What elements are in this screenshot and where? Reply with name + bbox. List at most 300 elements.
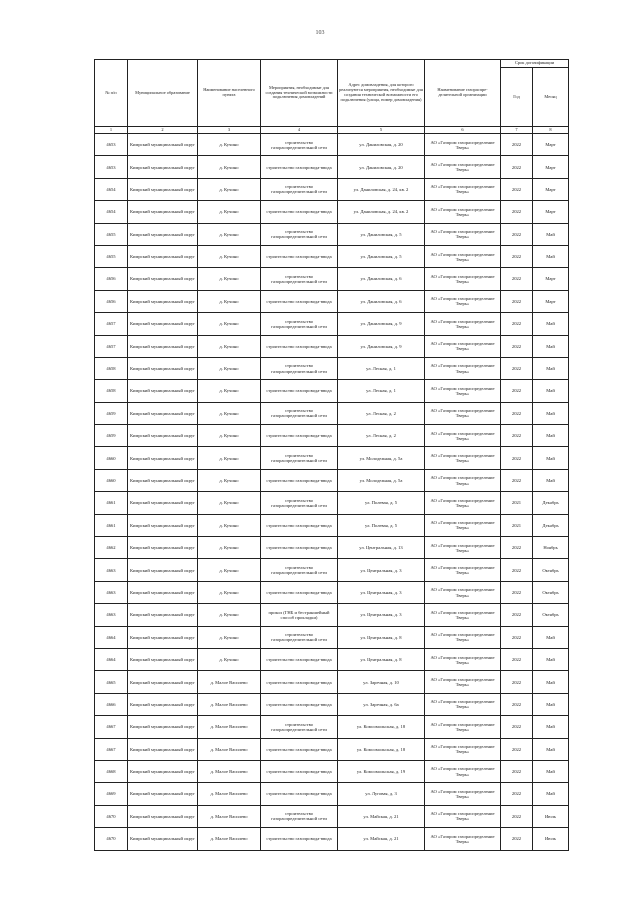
row-month: Ноябрь (533, 537, 569, 559)
row-activity: строительство газораспределительной сети (261, 134, 338, 156)
row-number: 4666 (95, 693, 128, 715)
row-number: 4654 (95, 178, 128, 200)
row-year: 2022 (501, 716, 533, 738)
row-month: Май (533, 693, 569, 715)
row-address: ул. Лесная, д. 2 (338, 425, 425, 447)
header-address: Адрес домовладения, для которого реализуются мероприятия, необходимые для создания технической возможности его подключения (улица, номер домовладения) (338, 60, 425, 127)
row-settlement: д. Кучино (198, 134, 261, 156)
row-year: 2022 (501, 425, 533, 447)
table-row (95, 559, 569, 581)
row-month: Октябрь (533, 581, 569, 603)
row-year: 2022 (501, 604, 533, 626)
row-year: 2022 (501, 357, 533, 379)
row-activity: строительство газопровода-ввода (261, 671, 338, 693)
table-row (95, 581, 569, 603)
row-month: Март (533, 178, 569, 200)
row-municipality: Кимрский муниципальный округ (128, 648, 198, 670)
table-row (95, 357, 569, 379)
row-activity: строительство газопровода-ввода (261, 581, 338, 603)
col-number: 8 (533, 127, 569, 134)
table-row (95, 604, 569, 626)
row-year: 2022 (501, 760, 533, 782)
row-year: 2022 (501, 828, 533, 850)
row-municipality: Кимрский муниципальный округ (128, 425, 198, 447)
row-municipality: Кимрский муниципальный округ (128, 716, 198, 738)
table-row (95, 537, 569, 559)
row-month: Май (533, 245, 569, 267)
gasification-table (94, 59, 569, 851)
row-number: 4667 (95, 738, 128, 760)
row-number: 4659 (95, 402, 128, 424)
row-number: 4663 (95, 604, 128, 626)
row-settlement: д. Кучино (198, 581, 261, 603)
row-settlement: д. Малое Василево (198, 805, 261, 827)
row-month: Май (533, 671, 569, 693)
row-activity: строительство газопровода-ввода (261, 469, 338, 491)
row-month: Май (533, 425, 569, 447)
row-month: Май (533, 313, 569, 335)
table-row (95, 469, 569, 491)
row-activity: строительство газопровода-ввода (261, 760, 338, 782)
table-row (95, 245, 569, 267)
row-activity: строительство газораспределительной сети (261, 402, 338, 424)
row-municipality: Кимрский муниципальный округ (128, 178, 198, 200)
row-org: АО «Газпром газораспределение Тверь» (425, 716, 501, 738)
row-municipality: Кимрский муниципальный округ (128, 134, 198, 156)
row-activity: строительство газораспределительной сети (261, 313, 338, 335)
row-municipality: Кимрский муниципальный округ (128, 805, 198, 827)
row-activity: строительство газораспределительной сети (261, 559, 338, 581)
row-settlement: д. Кучино (198, 469, 261, 491)
row-number: 4656 (95, 268, 128, 290)
row-month: Июль (533, 828, 569, 850)
table-row (95, 626, 569, 648)
row-municipality: Кимрский муниципальный округ (128, 828, 198, 850)
row-settlement: д. Кучино (198, 178, 261, 200)
table-row (95, 425, 569, 447)
row-year: 2022 (501, 290, 533, 312)
row-month: Май (533, 648, 569, 670)
row-year: 2022 (501, 783, 533, 805)
row-number: 4659 (95, 425, 128, 447)
table-row (95, 290, 569, 312)
row-month: Май (533, 357, 569, 379)
row-settlement: д. Кучино (198, 313, 261, 335)
row-settlement: д. Малое Василево (198, 783, 261, 805)
row-year: 2022 (501, 335, 533, 357)
row-settlement: д. Кучино (198, 648, 261, 670)
row-year: 2022 (501, 380, 533, 402)
row-year: 2022 (501, 559, 533, 581)
header-municipality: Муниципальное образование (128, 60, 198, 127)
row-year: 2022 (501, 134, 533, 156)
row-month: Декабрь (533, 514, 569, 536)
row-month: Май (533, 783, 569, 805)
row-settlement: д. Кучино (198, 335, 261, 357)
row-year: 2022 (501, 402, 533, 424)
row-org: АО «Газпром газораспределение Тверь» (425, 492, 501, 514)
row-number: 4660 (95, 469, 128, 491)
row-org: АО «Газпром газораспределение Тверь» (425, 559, 501, 581)
col-number: 2 (128, 127, 198, 134)
row-number: 4657 (95, 313, 128, 335)
row-municipality: Кимрский муниципальный округ (128, 783, 198, 805)
row-settlement: д. Кучино (198, 626, 261, 648)
row-org: АО «Газпром газораспределение Тверь» (425, 514, 501, 536)
row-month: Октябрь (533, 604, 569, 626)
row-activity: строительство газораспределительной сети (261, 268, 338, 290)
row-year: 2022 (501, 156, 533, 178)
row-municipality: Кимрский муниципальный округ (128, 201, 198, 223)
row-year: 2022 (501, 178, 533, 200)
row-address: ул. Центральная, д. 13 (338, 537, 425, 559)
header-row-numbers (95, 127, 569, 134)
col-number: 3 (198, 127, 261, 134)
header-settlement: Наименование населенного пункта (198, 60, 261, 127)
row-year: 2022 (501, 447, 533, 469)
row-municipality: Кимрский муниципальный округ (128, 581, 198, 603)
row-address: ул. Даниловская, д. 9 (338, 335, 425, 357)
row-org: АО «Газпром газораспределение Тверь» (425, 290, 501, 312)
row-org: АО «Газпром газораспределение Тверь» (425, 134, 501, 156)
row-number: 4662 (95, 537, 128, 559)
row-month: Март (533, 268, 569, 290)
row-org: АО «Газпром газораспределение Тверь» (425, 760, 501, 782)
row-activity: строительство газопровода-ввода (261, 245, 338, 267)
row-settlement: д. Кучино (198, 559, 261, 581)
row-month: Март (533, 290, 569, 312)
row-municipality: Кимрский муниципальный округ (128, 671, 198, 693)
row-year: 2022 (501, 626, 533, 648)
row-number: 4670 (95, 805, 128, 827)
row-org: АО «Газпром газораспределение Тверь» (425, 178, 501, 200)
row-address: ул. Даниловская, д. 6 (338, 290, 425, 312)
row-activity: прокол (ГНБ и бестраншейный способ прокладки) (261, 604, 338, 626)
row-year: 2022 (501, 245, 533, 267)
row-org: АО «Газпром газораспределение Тверь» (425, 268, 501, 290)
row-municipality: Кимрский муниципальный округ (128, 245, 198, 267)
row-year: 2022 (501, 469, 533, 491)
row-month: Май (533, 380, 569, 402)
row-year: 2022 (501, 805, 533, 827)
row-month: Май (533, 738, 569, 760)
row-settlement: д. Малое Василево (198, 716, 261, 738)
row-address: ул. Центральная, д. 3 (338, 581, 425, 603)
row-activity: строительство газопровода-ввода (261, 828, 338, 850)
col-number: 7 (501, 127, 533, 134)
row-activity: строительство газопровода-ввода (261, 783, 338, 805)
row-activity: строительство газораспределительной сети (261, 178, 338, 200)
table-row (95, 760, 569, 782)
row-settlement: д. Кучино (198, 268, 261, 290)
table-row (95, 313, 569, 335)
row-month: Май (533, 469, 569, 491)
table-row (95, 402, 569, 424)
table-row (95, 783, 569, 805)
row-month: Март (533, 134, 569, 156)
row-org: АО «Газпром газораспределение Тверь» (425, 469, 501, 491)
row-month: Март (533, 156, 569, 178)
row-settlement: д. Малое Василево (198, 738, 261, 760)
row-org: АО «Газпром газораспределение Тверь» (425, 537, 501, 559)
row-org: АО «Газпром газораспределение Тверь» (425, 156, 501, 178)
row-address: ул. Даниловская, д. 5 (338, 223, 425, 245)
row-address: ул. Даниловская, д. 20 (338, 134, 425, 156)
row-number: 4663 (95, 559, 128, 581)
row-municipality: Кимрский муниципальный округ (128, 760, 198, 782)
row-year: 2022 (501, 537, 533, 559)
row-municipality: Кимрский муниципальный округ (128, 268, 198, 290)
row-settlement: д. Кучино (198, 514, 261, 536)
row-number: 4667 (95, 716, 128, 738)
col-number: 1 (95, 127, 128, 134)
row-address: ул. Майская, д. 21 (338, 828, 425, 850)
table-row (95, 134, 569, 156)
row-number: 4655 (95, 245, 128, 267)
row-municipality: Кимрский муниципальный округ (128, 738, 198, 760)
row-org: АО «Газпром газораспределение Тверь» (425, 581, 501, 603)
row-settlement: д. Кучино (198, 245, 261, 267)
row-number: 4653 (95, 156, 128, 178)
row-municipality: Кимрский муниципальный округ (128, 380, 198, 402)
row-settlement: д. Кучино (198, 447, 261, 469)
row-activity: строительство газопровода-ввода (261, 738, 338, 760)
table-row (95, 671, 569, 693)
row-settlement: д. Кучино (198, 492, 261, 514)
row-settlement: д. Кучино (198, 425, 261, 447)
row-number: 4664 (95, 648, 128, 670)
row-month: Декабрь (533, 492, 569, 514)
row-municipality: Кимрский муниципальный округ (128, 402, 198, 424)
row-org: АО «Газпром газораспределение Тверь» (425, 648, 501, 670)
table-row (95, 492, 569, 514)
row-address: ул. Центральная, д. 3 (338, 604, 425, 626)
table-row (95, 648, 569, 670)
header-row-top (95, 60, 569, 68)
row-year: 2022 (501, 581, 533, 603)
row-org: АО «Газпром газораспределение Тверь» (425, 313, 501, 335)
row-municipality: Кимрский муниципальный округ (128, 313, 198, 335)
row-number: 4663 (95, 581, 128, 603)
row-org: АО «Газпром газораспределение Тверь» (425, 357, 501, 379)
row-number: 4655 (95, 223, 128, 245)
row-month: Май (533, 223, 569, 245)
table-row (95, 156, 569, 178)
header-month: Месяц (533, 68, 569, 127)
row-activity: строительство газопровода-ввода (261, 537, 338, 559)
row-activity: строительство газопровода-ввода (261, 380, 338, 402)
row-settlement: д. Кучино (198, 201, 261, 223)
row-activity: строительство газопровода-ввода (261, 201, 338, 223)
row-settlement: д. Малое Василево (198, 671, 261, 693)
row-activity: строительство газопровода-ввода (261, 156, 338, 178)
row-municipality: Кимрский муниципальный округ (128, 335, 198, 357)
row-month: Май (533, 447, 569, 469)
table-row (95, 380, 569, 402)
row-address: ул. Центральная, д. 8 (338, 626, 425, 648)
row-activity: строительство газораспределительной сети (261, 626, 338, 648)
row-org: АО «Газпром газораспределение Тверь» (425, 380, 501, 402)
row-number: 4658 (95, 357, 128, 379)
row-address: ул. Даниловская, д. 24, кв. 2 (338, 201, 425, 223)
row-month: Июль (533, 805, 569, 827)
row-org: АО «Газпром газораспределение Тверь» (425, 425, 501, 447)
row-address: ул. Даниловская, д. 9 (338, 313, 425, 335)
col-number: 5 (338, 127, 425, 134)
row-address: ул. Центральная, д. 3 (338, 559, 425, 581)
table-body (95, 134, 569, 851)
row-number: 4658 (95, 380, 128, 402)
row-activity: строительство газораспределительной сети (261, 357, 338, 379)
row-number: 4656 (95, 290, 128, 312)
row-org: АО «Газпром газораспределение Тверь» (425, 805, 501, 827)
row-address: ул. Молодежная, д. 5а (338, 447, 425, 469)
table-row (95, 805, 569, 827)
table-row (95, 201, 569, 223)
header-activity: Мероприятия, необходимые для создания технической возможности подключения домовладений (261, 60, 338, 127)
row-settlement: д. Малое Василево (198, 760, 261, 782)
row-month: Март (533, 201, 569, 223)
row-settlement: д. Малое Василево (198, 693, 261, 715)
row-number: 4668 (95, 760, 128, 782)
row-municipality: Кимрский муниципальный округ (128, 604, 198, 626)
row-activity: строительство газораспределительной сети (261, 716, 338, 738)
row-number: 4661 (95, 492, 128, 514)
row-municipality: Кимрский муниципальный округ (128, 514, 198, 536)
row-municipality: Кимрский муниципальный округ (128, 559, 198, 581)
row-org: АО «Газпром газораспределение Тверь» (425, 201, 501, 223)
page-number: 103 (315, 30, 325, 36)
row-activity: строительство газораспределительной сети (261, 492, 338, 514)
row-year: 2021 (501, 492, 533, 514)
row-org: АО «Газпром газораспределение Тверь» (425, 402, 501, 424)
table-row (95, 693, 569, 715)
row-org: АО «Газпром газораспределение Тверь» (425, 626, 501, 648)
row-address: ул. Полевая, д. 5 (338, 514, 425, 536)
row-org: АО «Газпром газораспределение Тверь» (425, 738, 501, 760)
table-row (95, 738, 569, 760)
row-address: ул. Комсомольская, д. 18 (338, 738, 425, 760)
row-address: ул. Даниловская, д. 5 (338, 245, 425, 267)
row-address: ул. Лесная, д. 1 (338, 380, 425, 402)
col-number: 4 (261, 127, 338, 134)
row-activity: строительство газопровода-ввода (261, 648, 338, 670)
row-number: 4670 (95, 828, 128, 850)
row-number: 4661 (95, 514, 128, 536)
row-activity: строительство газопровода-ввода (261, 335, 338, 357)
row-municipality: Кимрский муниципальный округ (128, 693, 198, 715)
row-year: 2022 (501, 223, 533, 245)
header-deadline: Срок догазификации (501, 60, 569, 68)
table-row (95, 716, 569, 738)
row-org: АО «Газпром газораспределение Тверь» (425, 223, 501, 245)
row-address: ул. Комсомольская, д. 19 (338, 760, 425, 782)
row-settlement: д. Кучино (198, 604, 261, 626)
row-number: 4669 (95, 783, 128, 805)
row-number: 4664 (95, 626, 128, 648)
row-org: АО «Газпром газораспределение Тверь» (425, 245, 501, 267)
row-number: 4653 (95, 134, 128, 156)
header-org: Наименование газораспре-делительной организации (425, 60, 501, 127)
row-org: АО «Газпром газораспределение Тверь» (425, 335, 501, 357)
row-municipality: Кимрский муниципальный округ (128, 626, 198, 648)
row-year: 2022 (501, 648, 533, 670)
row-month: Май (533, 626, 569, 648)
header-num: № п/п (95, 60, 128, 127)
row-activity: строительство газопровода-ввода (261, 693, 338, 715)
row-municipality: Кимрский муниципальный округ (128, 537, 198, 559)
row-settlement: д. Кучино (198, 402, 261, 424)
row-month: Май (533, 760, 569, 782)
col-number: 6 (425, 127, 501, 134)
row-org: АО «Газпром газораспределение Тверь» (425, 828, 501, 850)
row-activity: строительство газопровода-ввода (261, 425, 338, 447)
row-activity: строительство газораспределительной сети (261, 805, 338, 827)
row-address: ул. Даниловская, д. 24, кв. 2 (338, 178, 425, 200)
row-year: 2022 (501, 313, 533, 335)
row-org: АО «Газпром газораспределение Тверь» (425, 671, 501, 693)
table-row (95, 223, 569, 245)
row-month: Октябрь (533, 559, 569, 581)
row-address: ул. Молодежная, д. 5а (338, 469, 425, 491)
row-address: ул. Заречная, д. 10 (338, 671, 425, 693)
row-activity: строительство газопровода-ввода (261, 514, 338, 536)
row-address: ул. Луговая, д. 3 (338, 783, 425, 805)
row-year: 2022 (501, 201, 533, 223)
row-municipality: Кимрский муниципальный округ (128, 492, 198, 514)
table-row (95, 828, 569, 850)
row-settlement: д. Кучино (198, 290, 261, 312)
row-settlement: д. Кучино (198, 380, 261, 402)
row-year: 2022 (501, 671, 533, 693)
row-address: ул. Майская, д. 21 (338, 805, 425, 827)
row-address: ул. Лесная, д. 1 (338, 357, 425, 379)
row-municipality: Кимрский муниципальный округ (128, 447, 198, 469)
row-month: Май (533, 716, 569, 738)
row-address: ул. Комсомольская, д. 18 (338, 716, 425, 738)
row-municipality: Кимрский муниципальный округ (128, 469, 198, 491)
row-number: 4654 (95, 201, 128, 223)
row-org: АО «Газпром газораспределение Тверь» (425, 604, 501, 626)
row-month: Май (533, 335, 569, 357)
row-number: 4660 (95, 447, 128, 469)
row-settlement: д. Малое Василево (198, 828, 261, 850)
row-municipality: Кимрский муниципальный округ (128, 357, 198, 379)
row-org: АО «Газпром газораспределение Тверь» (425, 447, 501, 469)
row-settlement: д. Кучино (198, 223, 261, 245)
row-activity: строительство газопровода-ввода (261, 290, 338, 312)
row-settlement: д. Кучино (198, 537, 261, 559)
row-number: 4657 (95, 335, 128, 357)
header-year: Год (501, 68, 533, 127)
row-year: 2022 (501, 268, 533, 290)
row-settlement: д. Кучино (198, 156, 261, 178)
table-row (95, 447, 569, 469)
row-address: ул. Даниловская, д. 6 (338, 268, 425, 290)
row-year: 2022 (501, 738, 533, 760)
table-row (95, 178, 569, 200)
row-year: 2021 (501, 514, 533, 536)
row-address: ул. Заречная, д. 6а (338, 693, 425, 715)
row-municipality: Кимрский муниципальный округ (128, 156, 198, 178)
row-address: ул. Полевая, д. 5 (338, 492, 425, 514)
row-number: 4665 (95, 671, 128, 693)
row-address: ул. Центральная, д. 8 (338, 648, 425, 670)
row-year: 2022 (501, 693, 533, 715)
row-org: АО «Газпром газораспределение Тверь» (425, 783, 501, 805)
row-municipality: Кимрский муниципальный округ (128, 290, 198, 312)
table-row (95, 268, 569, 290)
